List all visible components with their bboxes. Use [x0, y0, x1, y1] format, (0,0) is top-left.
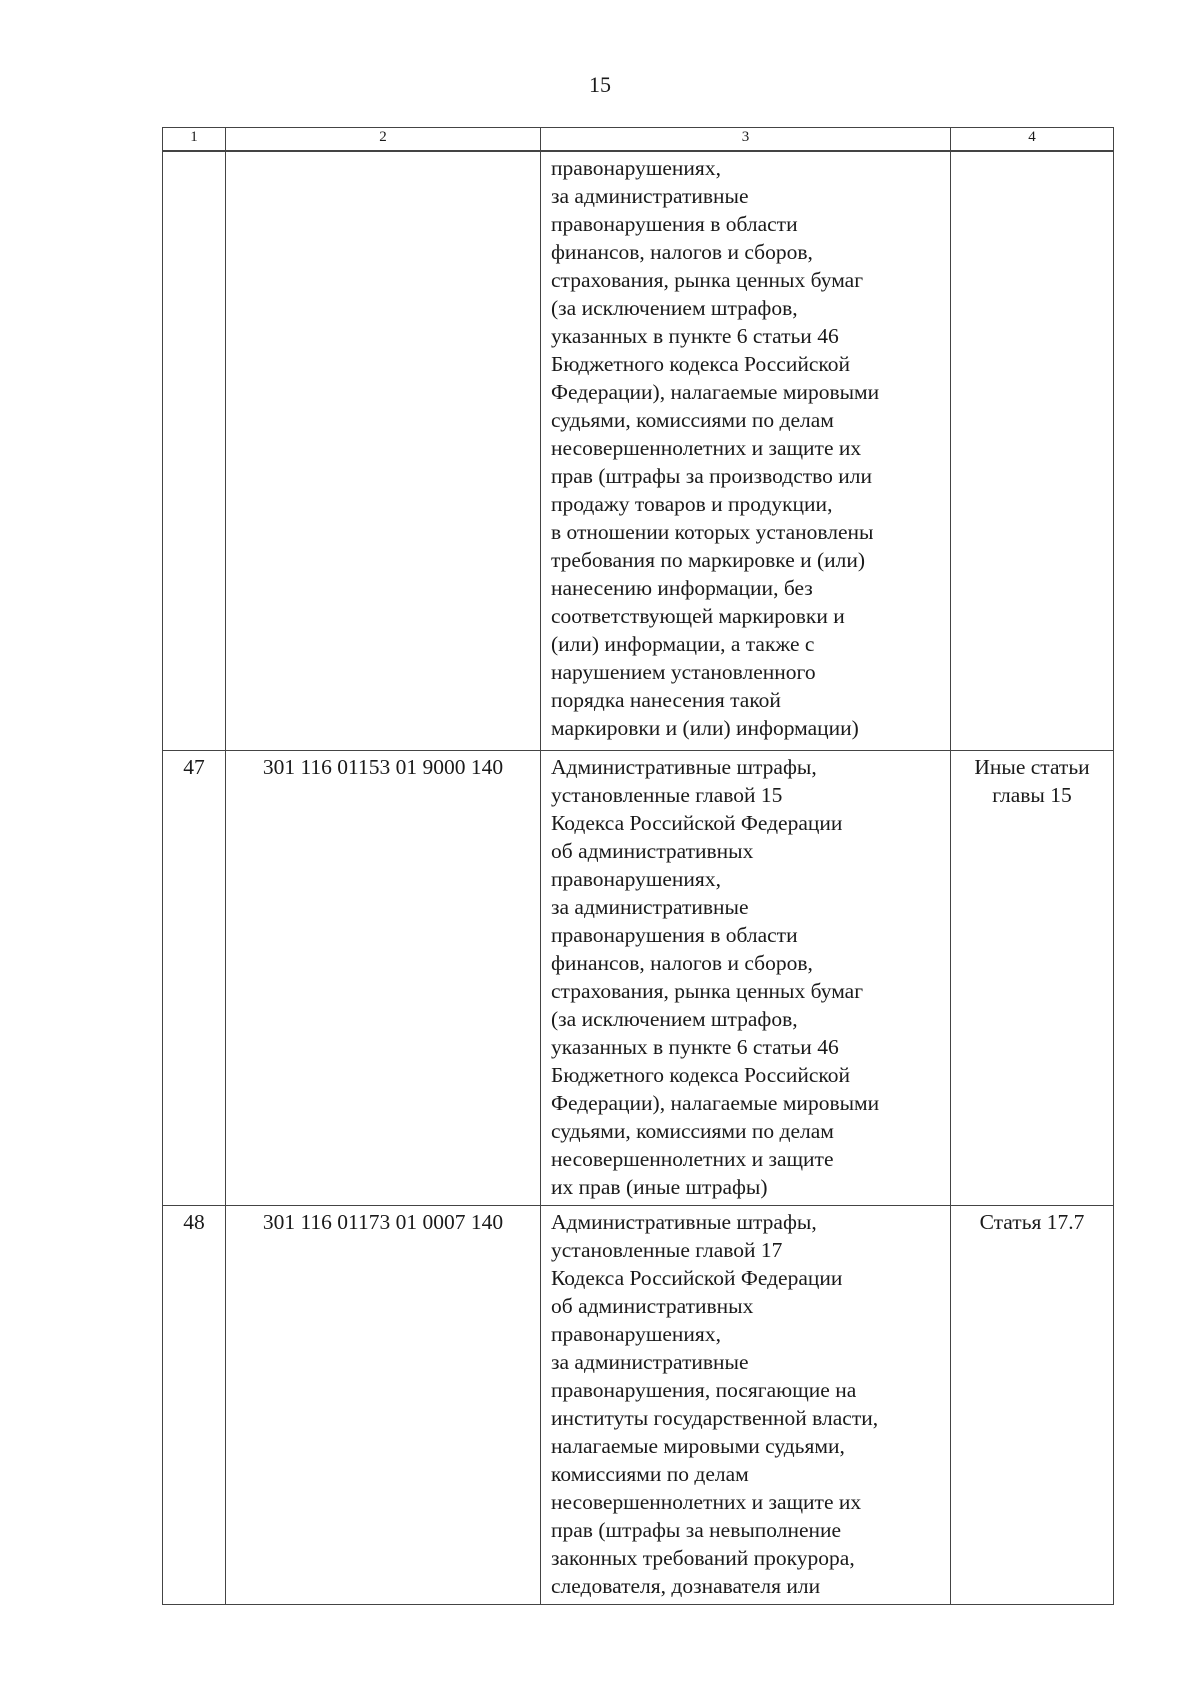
description-cell — [541, 151, 951, 751]
table-row — [163, 751, 1114, 1206]
text-line: несовершеннолетних и защите их — [551, 1490, 862, 1514]
text-line: продажу товаров и продукции, — [551, 492, 833, 516]
text-line: несовершеннолетних и защите — [551, 1147, 834, 1171]
page-number: 15 — [589, 72, 611, 97]
text-line: Бюджетного кодекса Российской — [551, 1063, 850, 1087]
text-line: об административных — [551, 839, 754, 863]
text-line: страхования, рынка ценных бумаг — [551, 268, 864, 292]
text-line: финансов, налогов и сборов, — [551, 240, 813, 264]
text-line: правонарушениях, — [551, 1322, 721, 1346]
column-number-4: 4 — [951, 128, 1114, 152]
text-line: требования по маркировке и (или) — [551, 548, 866, 572]
text-line: институты государственной власти, — [551, 1406, 879, 1430]
text-line: установленные главой 15 — [551, 783, 783, 807]
text-line: прав (штрафы за невыполнение — [551, 1518, 842, 1542]
text-line: главы 15 — [992, 783, 1072, 807]
text-line: финансов, налогов и сборов, — [551, 951, 813, 975]
article-cell — [951, 751, 1114, 1206]
text-line: порядка нанесения такой — [551, 688, 781, 712]
text-line: нанесению информации, без — [551, 576, 813, 600]
description-cell — [541, 1206, 951, 1605]
text-line: указанных в пункте 6 статьи 46 — [551, 324, 839, 348]
column-number-3: 3 — [541, 128, 951, 152]
text-line: прав (штрафы за производство или — [551, 464, 873, 488]
text-line: Иные статьи — [974, 755, 1090, 779]
text-line: Кодекса Российской Федерации — [551, 1266, 843, 1290]
budget-code: 301 116 01173 01 0007 140 — [226, 1206, 541, 1605]
text-line: Административные штрафы, — [551, 755, 817, 779]
text-line: маркировки и (или) информации) — [551, 716, 859, 740]
text-line: за административные — [551, 895, 749, 919]
column-number-1: 1 — [163, 128, 226, 152]
table-row-continued — [163, 151, 1114, 751]
text-line: (за исключением штрафов, — [551, 1007, 798, 1031]
text-line: (или) информации, а также с — [551, 632, 815, 656]
table-row — [163, 1206, 1114, 1605]
text-line: указанных в пункте 6 статьи 46 — [551, 1035, 839, 1059]
budget-code — [226, 151, 541, 751]
text-line: правонарушения в области — [551, 212, 798, 236]
text-line: (за исключением штрафов, — [551, 296, 798, 320]
text-line: несовершеннолетних и защите их — [551, 436, 862, 460]
text-line: Бюджетного кодекса Российской — [551, 352, 850, 376]
text-line: комиссиями по делам — [551, 1462, 749, 1486]
row-number — [163, 151, 226, 751]
text-line: их прав (иные штрафы) — [551, 1175, 768, 1199]
column-number-2: 2 — [226, 128, 541, 152]
text-line: Административные штрафы, — [551, 1210, 817, 1234]
text-line: правонарушения в области — [551, 923, 798, 947]
text-line: соответствующей маркировки и — [551, 604, 845, 628]
fines-table — [162, 127, 1114, 1605]
text-line: следователя, дознавателя или — [551, 1574, 821, 1598]
text-line: установленные главой 17 — [551, 1238, 783, 1262]
row-number: 48 — [163, 1206, 226, 1605]
text-line: Федерации), налагаемые мировыми — [551, 380, 880, 404]
text-line: Статья 17.7 — [979, 1210, 1085, 1234]
row-number: 47 — [163, 751, 226, 1206]
text-line: за административные — [551, 184, 749, 208]
text-line: правонарушениях, — [551, 867, 721, 891]
text-line: Федерации), налагаемые мировыми — [551, 1091, 880, 1115]
text-line: законных требований прокурора, — [551, 1546, 855, 1570]
article-cell — [951, 1206, 1114, 1605]
article-cell — [951, 151, 1114, 751]
description-cell — [541, 751, 951, 1206]
text-line: об административных — [551, 1294, 754, 1318]
text-line: страхования, рынка ценных бумаг — [551, 979, 864, 1003]
budget-code: 301 116 01153 01 9000 140 — [226, 751, 541, 1206]
text-line: Кодекса Российской Федерации — [551, 811, 843, 835]
text-line: судьями, комиссиями по делам — [551, 1119, 834, 1143]
text-line: налагаемые мировыми судьями, — [551, 1434, 845, 1458]
text-line: правонарушения, посягающие на — [551, 1378, 857, 1402]
text-line: судьями, комиссиями по делам — [551, 408, 834, 432]
text-line: нарушением установленного — [551, 660, 816, 684]
text-line: за административные — [551, 1350, 749, 1374]
column-number-row — [163, 128, 1114, 152]
text-line: в отношении которых установлены — [551, 520, 874, 544]
text-line: правонарушениях, — [551, 156, 721, 180]
